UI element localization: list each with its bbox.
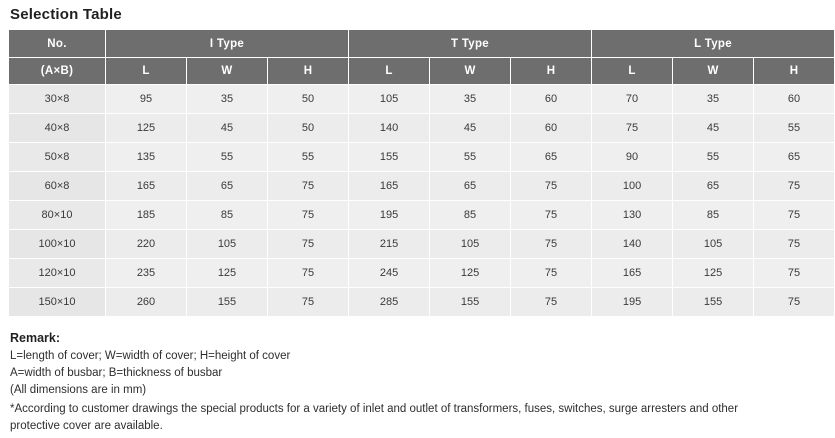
table-body — [9, 85, 835, 317]
cell-i-type-w: 155 — [187, 288, 268, 317]
cell-l-type-l: 75 — [592, 114, 673, 143]
cell-no: 80×10 — [9, 201, 106, 230]
cell-t-type-h: 60 — [511, 85, 592, 114]
header-group-i-type: I Type — [106, 30, 349, 58]
remark-title: Remark: — [10, 331, 61, 345]
cell-l-type-l: 130 — [592, 201, 673, 230]
cell-t-type-h: 75 — [511, 259, 592, 288]
cell-i-type-h: 75 — [268, 172, 349, 201]
cell-i-type-h: 75 — [268, 201, 349, 230]
header-t-h: H — [511, 58, 592, 85]
header-i-w: W — [187, 58, 268, 85]
cell-l-type-w: 65 — [673, 172, 754, 201]
header-no-ab: (A×B) — [9, 58, 106, 85]
cell-t-type-l: 245 — [349, 259, 430, 288]
table-header-sub-row — [9, 58, 835, 85]
cell-t-type-h: 75 — [511, 201, 592, 230]
cell-t-type-l: 195 — [349, 201, 430, 230]
cell-i-type-w: 45 — [187, 114, 268, 143]
cell-l-type-w: 155 — [673, 288, 754, 317]
cell-i-type-w: 105 — [187, 230, 268, 259]
cell-t-type-w: 55 — [430, 143, 511, 172]
cell-i-type-l: 135 — [106, 143, 187, 172]
cell-l-type-w: 55 — [673, 143, 754, 172]
header-no: No. — [9, 30, 106, 58]
header-l-h: H — [754, 58, 835, 85]
cell-no: 30×8 — [9, 85, 106, 114]
remark-line-3: (All dimensions are in mm) — [10, 384, 147, 396]
cell-t-type-h: 75 — [511, 172, 592, 201]
cell-t-type-h: 60 — [511, 114, 592, 143]
cell-t-type-w: 65 — [430, 172, 511, 201]
header-i-h: H — [268, 58, 349, 85]
header-i-l: L — [106, 58, 187, 85]
cell-l-type-l: 165 — [592, 259, 673, 288]
cell-i-type-l: 260 — [106, 288, 187, 317]
cell-t-type-w: 155 — [430, 288, 511, 317]
remark-note: *According to customer drawings the special products for a variety of inlet and outlet of transformers, fuses, switches, surge arresters and other protective cover are available. — [10, 403, 739, 432]
selection-table — [8, 29, 835, 317]
cell-i-type-l: 165 — [106, 172, 187, 201]
cell-t-type-w: 125 — [430, 259, 511, 288]
cell-l-type-h: 75 — [754, 230, 835, 259]
cell-i-type-w: 65 — [187, 172, 268, 201]
cell-t-type-w: 45 — [430, 114, 511, 143]
cell-l-type-l: 140 — [592, 230, 673, 259]
cell-l-type-l: 70 — [592, 85, 673, 114]
cell-l-type-h: 60 — [754, 85, 835, 114]
table-row — [9, 143, 835, 172]
cell-l-type-w: 45 — [673, 114, 754, 143]
cell-t-type-h: 75 — [511, 230, 592, 259]
cell-i-type-l: 125 — [106, 114, 187, 143]
header-l-l: L — [592, 58, 673, 85]
cell-no: 150×10 — [9, 288, 106, 317]
table-row — [9, 230, 835, 259]
cell-t-type-h: 75 — [511, 288, 592, 317]
remark-line-1: L=length of cover; W=width of cover; H=height of cover — [10, 350, 291, 362]
cell-t-type-l: 105 — [349, 85, 430, 114]
cell-l-type-h: 75 — [754, 259, 835, 288]
cell-t-type-w: 35 — [430, 85, 511, 114]
cell-l-type-h: 75 — [754, 201, 835, 230]
cell-i-type-h: 75 — [268, 288, 349, 317]
cell-i-type-w: 85 — [187, 201, 268, 230]
cell-l-type-w: 35 — [673, 85, 754, 114]
table-row — [9, 85, 835, 114]
table-row — [9, 172, 835, 201]
cell-i-type-h: 55 — [268, 143, 349, 172]
cell-i-type-l: 185 — [106, 201, 187, 230]
cell-l-type-w: 105 — [673, 230, 754, 259]
table-row — [9, 259, 835, 288]
table-row — [9, 114, 835, 143]
page-title: Selection Table — [10, 6, 122, 23]
cell-l-type-w: 125 — [673, 259, 754, 288]
cell-t-type-l: 155 — [349, 143, 430, 172]
table-header-group-row — [9, 30, 835, 58]
table-header — [9, 30, 835, 85]
cell-l-type-h: 75 — [754, 288, 835, 317]
cell-no: 100×10 — [9, 230, 106, 259]
cell-i-type-h: 50 — [268, 85, 349, 114]
cell-i-type-h: 50 — [268, 114, 349, 143]
cell-t-type-l: 215 — [349, 230, 430, 259]
cell-i-type-h: 75 — [268, 259, 349, 288]
cell-i-type-h: 75 — [268, 230, 349, 259]
cell-i-type-w: 55 — [187, 143, 268, 172]
cell-no: 50×8 — [9, 143, 106, 172]
header-t-l: L — [349, 58, 430, 85]
cell-i-type-w: 125 — [187, 259, 268, 288]
header-l-w: W — [673, 58, 754, 85]
header-group-t-type: T Type — [349, 30, 592, 58]
cell-no: 40×8 — [9, 114, 106, 143]
cell-i-type-l: 235 — [106, 259, 187, 288]
cell-l-type-h: 55 — [754, 114, 835, 143]
cell-t-type-l: 140 — [349, 114, 430, 143]
cell-l-type-w: 85 — [673, 201, 754, 230]
table-row — [9, 288, 835, 317]
cell-l-type-h: 65 — [754, 143, 835, 172]
cell-no: 120×10 — [9, 259, 106, 288]
cell-t-type-w: 105 — [430, 230, 511, 259]
cell-t-type-l: 165 — [349, 172, 430, 201]
cell-t-type-w: 85 — [430, 201, 511, 230]
cell-no: 60×8 — [9, 172, 106, 201]
remark-line-2: A=width of busbar; B=thickness of busbar — [10, 367, 223, 379]
cell-l-type-l: 90 — [592, 143, 673, 172]
table-row — [9, 201, 835, 230]
cell-l-type-h: 75 — [754, 172, 835, 201]
cell-t-type-l: 285 — [349, 288, 430, 317]
cell-i-type-l: 95 — [106, 85, 187, 114]
remark-section — [8, 331, 753, 435]
cell-i-type-w: 35 — [187, 85, 268, 114]
header-t-w: W — [430, 58, 511, 85]
cell-t-type-h: 65 — [511, 143, 592, 172]
cell-l-type-l: 195 — [592, 288, 673, 317]
cell-l-type-l: 100 — [592, 172, 673, 201]
header-group-l-type: L Type — [592, 30, 835, 58]
cell-i-type-l: 220 — [106, 230, 187, 259]
